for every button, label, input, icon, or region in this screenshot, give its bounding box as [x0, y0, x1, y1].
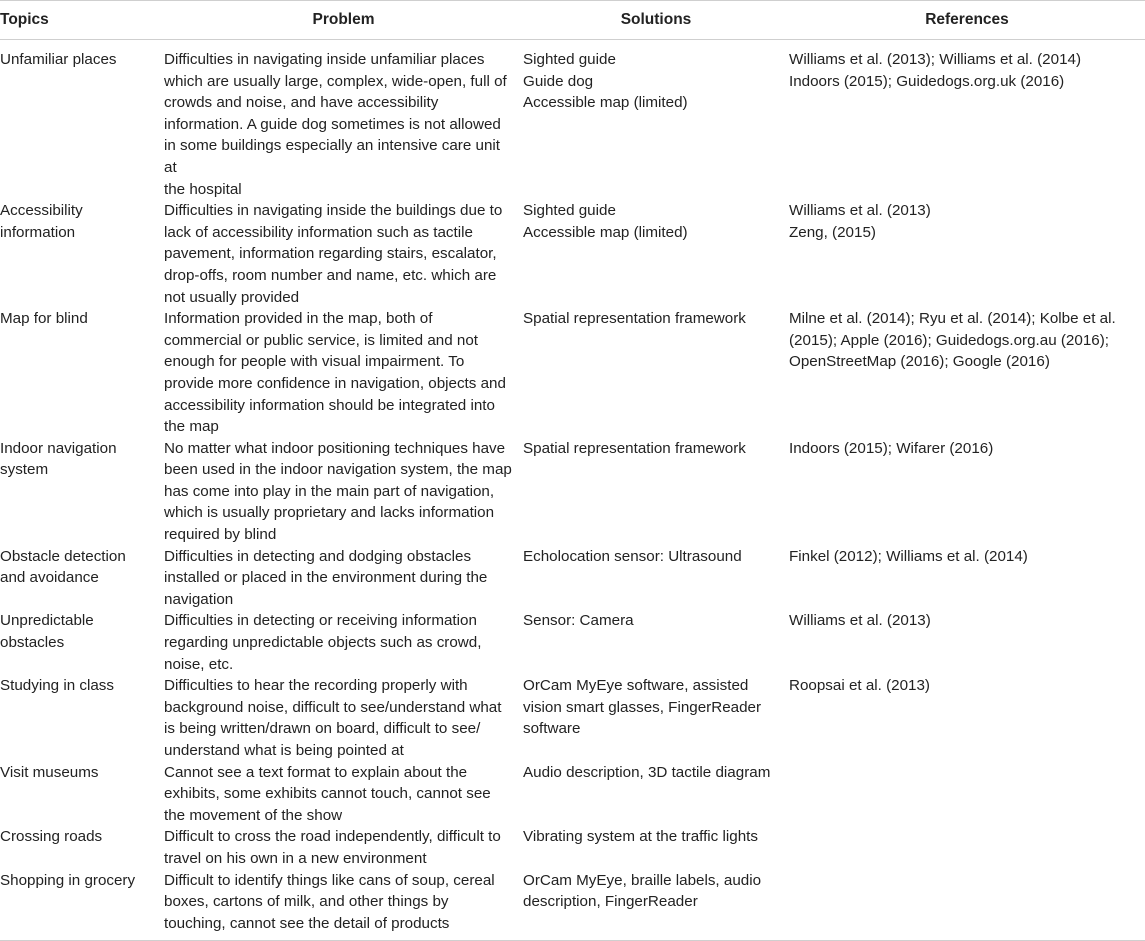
- cell-topic: Indoor navigation system: [0, 439, 117, 479]
- table-row: [0, 870, 1145, 941]
- cell-solutions: OrCam MyEye, braille labels, audio description, FingerReader: [523, 870, 789, 941]
- header-problem: Problem: [164, 1, 523, 40]
- cell-problem: Difficult to cross the road independently, difficult to travel on his own in a new environment: [164, 828, 501, 867]
- table-row: [0, 308, 1145, 438]
- cell-references: Milne et al. (2014); Ryu et al. (2014); Kolbe et al. (2015); Apple (2016); Guidedogs.org.au (2016); OpenStreetMap (2016); Google (2016): [789, 310, 1116, 371]
- cell-solutions: Sighted guide Accessible map (limited): [523, 202, 688, 241]
- cell-topic: Map for blind: [0, 310, 88, 328]
- cell-solutions: Spatial representation framework: [523, 310, 746, 328]
- cell-topic: Visit museums: [0, 763, 99, 781]
- header-row: [0, 1, 1145, 40]
- header-references: References: [789, 1, 1145, 40]
- cell-topic: Unpredictable obstacles: [0, 612, 94, 652]
- cell-problem: Difficult to identify things like cans of soup, cereal boxes, cartons of milk, and other things by touching, cannot see the detail of products: [164, 870, 523, 941]
- table-row: [0, 438, 1145, 546]
- cell-references: [789, 762, 1145, 827]
- cell-references: [789, 870, 1145, 941]
- cell-problem: Difficulties in detecting or receiving information regarding unpredictable objects such as crowd, noise, etc.: [164, 612, 482, 673]
- cell-problem: Information provided in the map, both of commercial or public service, is limited and not enough for people with visual impairment. To provide more confidence in navigation, objects and accessibility information should be integrated into the map: [164, 310, 506, 436]
- cell-solutions: Audio description, 3D tactile diagram: [523, 763, 771, 781]
- table-row: [0, 546, 1145, 611]
- cell-solutions: Sensor: Camera: [523, 612, 634, 630]
- cell-solutions: Spatial representation framework: [523, 439, 746, 457]
- header-solutions: Solutions: [523, 1, 789, 40]
- cell-references: Williams et al. (2013): [789, 612, 931, 630]
- cell-topic: Shopping in grocery: [0, 870, 164, 941]
- table-row: [0, 826, 1145, 869]
- cell-topic: Studying in class: [0, 677, 114, 695]
- table-row: [0, 675, 1145, 761]
- table-row: [0, 200, 1145, 308]
- cell-references: Finkel (2012); Williams et al. (2014): [789, 547, 1028, 565]
- cell-solutions: Echolocation sensor: Ultrasound: [523, 547, 742, 565]
- table-row: [0, 40, 1145, 201]
- cell-references: [789, 826, 1145, 869]
- header-topics: Topics: [0, 1, 164, 40]
- cell-topic: Obstacle detection and avoidance: [0, 547, 126, 587]
- cell-references: Roopsai et al. (2013): [789, 677, 930, 695]
- cell-solutions: OrCam MyEye software, assisted vision smart glasses, FingerReader software: [523, 677, 762, 738]
- cell-solutions: Sighted guide Guide dog Accessible map (limited): [523, 51, 688, 112]
- cell-problem: Cannot see a text format to explain about the exhibits, some exhibits cannot touch, cannot see the movement of the show: [164, 763, 491, 824]
- cell-topic: Unfamiliar places: [0, 51, 117, 68]
- table-row: [0, 762, 1145, 827]
- cell-solutions: Vibrating system at the traffic lights: [523, 828, 758, 846]
- cell-problem: Difficulties in navigating inside the buildings due to lack of accessibility information such as tactile pavement, information regarding stairs, escalator, drop-offs, room number and name, etc. which are not usually provided: [164, 202, 503, 306]
- cell-problem: Difficulties in navigating inside unfamiliar places which are usually large, complex, wide-open, full of crowds and noise, and have accessibility information. A guide dog sometimes is not allowed in some buildings especially an intensive care unit at the hospital: [164, 51, 507, 198]
- cell-problem: Difficulties to hear the recording properly with background noise, difficult to see/understand what is being written/drawn on board, difficult to see/ understand what is being pointed at: [164, 677, 502, 759]
- cell-topic: Accessibility information: [0, 202, 83, 241]
- cell-problem: Difficulties in detecting and dodging obstacles installed or placed in the environment during the navigation: [164, 547, 488, 608]
- cell-topic: Crossing roads: [0, 828, 103, 846]
- cell-problem: No matter what indoor positioning techniques have been used in the indoor navigation system, the map has come into play in the main part of navigation, which is usually proprietary and lacks information required by blind: [164, 439, 512, 544]
- cell-references: Williams et al. (2013); Williams et al. (2014) Indoors (2015); Guidedogs.org.uk (2016): [789, 51, 1082, 90]
- table-row: [0, 610, 1145, 675]
- cell-references: Indoors (2015); Wifarer (2016): [789, 439, 994, 457]
- cell-references: Williams et al. (2013) Zeng, (2015): [789, 202, 931, 241]
